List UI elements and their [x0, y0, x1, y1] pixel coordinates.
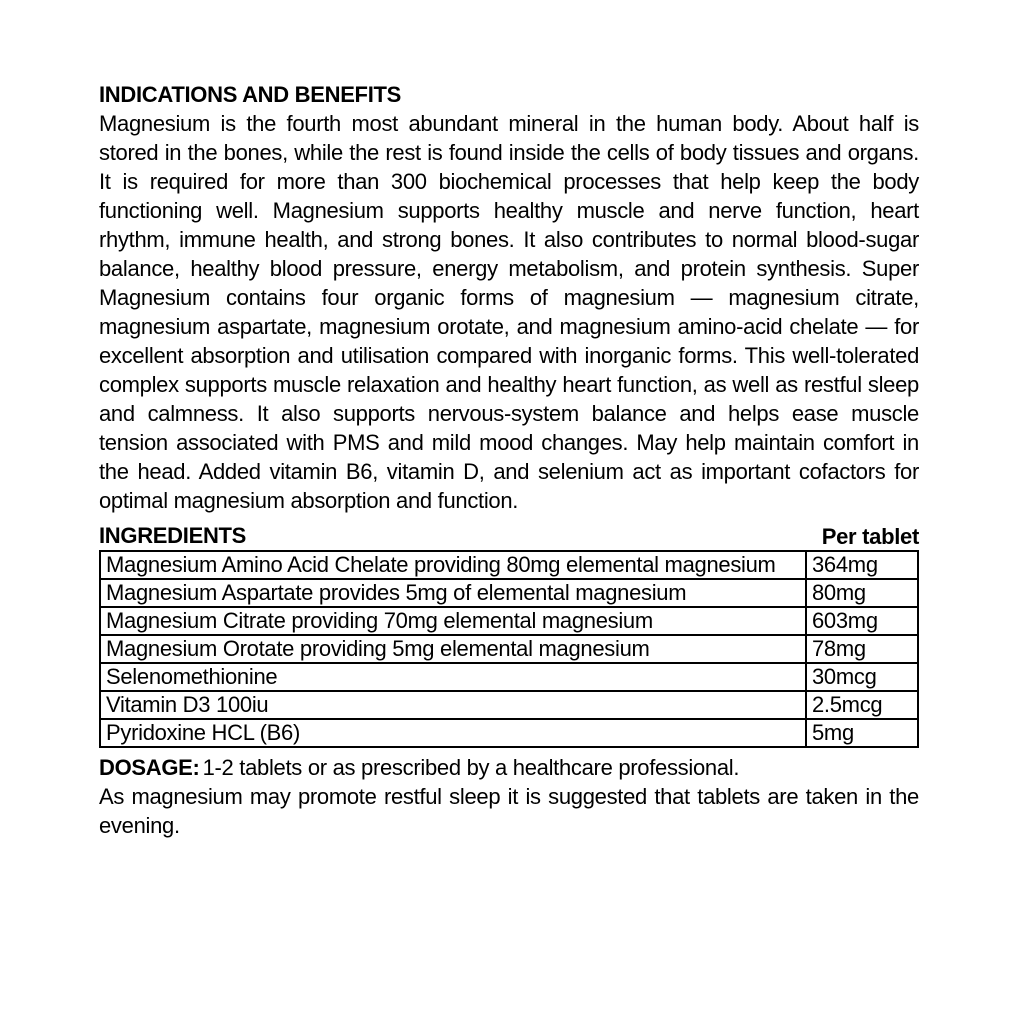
- per-tablet-column-header: Per tablet: [821, 524, 919, 549]
- ingredient-name: Magnesium Orotate providing 5mg elemental magnesium: [100, 635, 806, 663]
- ingredient-name: Pyridoxine HCL (B6): [100, 719, 806, 747]
- ingredient-row: [100, 635, 918, 663]
- dosage-timing-note: As magnesium may promote restful sleep it is suggested that tablets are taken in the evening.: [99, 784, 919, 838]
- ingredients-section: [99, 521, 919, 748]
- ingredients-heading: INGREDIENTS: [99, 523, 247, 548]
- indications-section: [99, 80, 919, 515]
- ingredient-row: [100, 551, 918, 579]
- ingredient-name: Magnesium Amino Acid Chelate providing 80mg elemental magnesium: [100, 551, 806, 579]
- product-label-page: [99, 80, 919, 840]
- dosage-section: [99, 753, 919, 840]
- ingredients-header-row: [99, 521, 919, 550]
- ingredient-amount: 2.5mcg: [806, 691, 918, 719]
- ingredient-name: Magnesium Citrate providing 70mg elemental magnesium: [100, 607, 806, 635]
- ingredients-table: [99, 550, 919, 748]
- dosage-instruction: 1-2 tablets or as prescribed by a healthcare professional.: [202, 755, 740, 780]
- ingredient-name: Vitamin D3 100iu: [100, 691, 806, 719]
- ingredient-name: Magnesium Aspartate provides 5mg of elemental magnesium: [100, 579, 806, 607]
- ingredient-amount: 364mg: [806, 551, 918, 579]
- indications-body-text: Magnesium is the fourth most abundant mineral in the human body. About half is stored in the bones, while the rest is found inside the cells of body tissues and organs. It is required for more than 300 biochemical processes that help keep the body functioning well. Magnesium supports healthy muscle and nerve function, heart rhythm, immune health, and strong bones. It also contributes to normal blood-sugar balance, healthy blood pressure, energy metabolism, and protein synthesis. Super Magnesium contains four organic forms of magnesium — magnesium citrate, magnesium aspartate, magnesium orotate, and magnesium amino-acid chelate — for excellent absorption and utilisation compared with inorganic forms. This well-tolerated complex supports muscle relaxation and healthy heart function, as well as restful sleep and calmness. It also supports nervous-system balance and helps ease muscle tension associated with PMS and mild mood changes. May help maintain comfort in the head. Added vitamin B6, vitamin D, and selenium act as important cofactors for optimal magnesium absorption and function.: [99, 111, 919, 513]
- ingredient-amount: 30mcg: [806, 663, 918, 691]
- ingredient-amount: 603mg: [806, 607, 918, 635]
- ingredient-row: [100, 579, 918, 607]
- ingredient-amount: 80mg: [806, 579, 918, 607]
- ingredient-name: Selenomethionine: [100, 663, 806, 691]
- ingredient-row: [100, 607, 918, 635]
- ingredient-row: [100, 663, 918, 691]
- dosage-line1: [99, 753, 919, 782]
- ingredient-amount: 78mg: [806, 635, 918, 663]
- ingredient-row: [100, 719, 918, 747]
- indications-heading: INDICATIONS AND BENEFITS: [99, 82, 402, 107]
- dosage-label: DOSAGE:: [99, 755, 200, 780]
- ingredient-row: [100, 691, 918, 719]
- ingredient-amount: 5mg: [806, 719, 918, 747]
